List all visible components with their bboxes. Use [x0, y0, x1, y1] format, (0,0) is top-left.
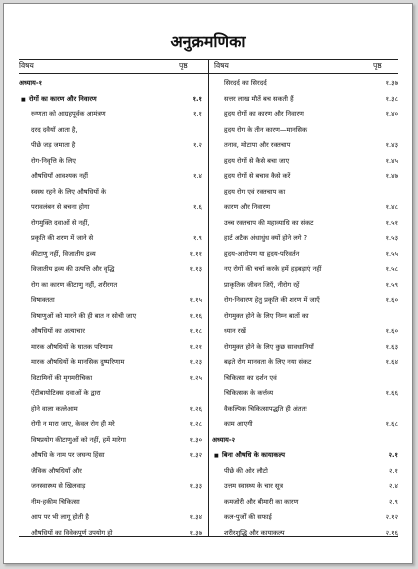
toc-entry-page: १.३४ — [189, 513, 202, 521]
toc-entry-page: १.५८ — [385, 265, 398, 273]
toc-entry-page: १.६४ — [385, 358, 398, 366]
toc-entry-text: नीम-हकीम चिकित्सा — [31, 497, 80, 506]
toc-entry-text: काम आएगी — [224, 420, 253, 428]
toc-entry-text: बिना औषधि के कायाकल्प — [222, 451, 286, 459]
toc-entry-text: औषधियों का अत्याचार — [31, 327, 85, 335]
toc-entry-page: १.३३ — [189, 482, 202, 490]
toc-entry-text: स्वस्थ रहने के लिए औषधियों के — [31, 187, 107, 196]
toc-entry — [212, 450, 398, 461]
toc-entry-page: १.५१ — [385, 218, 398, 227]
toc-entry-text: मारक औषधियों के मानसिक दुष्परिणाम — [31, 358, 125, 366]
toc-entry-text: अध्याय-१ — [19, 79, 43, 87]
toc-entry — [19, 497, 202, 508]
toc-entry-text: रुग्णता को आग्रहपूर्वक आमंत्रण — [31, 110, 106, 118]
toc-entry — [19, 218, 202, 229]
toc-entry — [212, 342, 398, 353]
toc-entry-title — [212, 218, 314, 229]
bullet-icon: ■ — [21, 96, 26, 103]
toc-entry — [212, 187, 398, 198]
toc-entry-title — [19, 94, 97, 106]
toc-entry-title — [19, 497, 80, 508]
toc-entry-text: कल-पुर्जों की सफाई — [224, 513, 272, 521]
toc-entry-page: १.२८ — [189, 420, 202, 428]
toc-entry-page: १.४८ — [385, 203, 398, 211]
toc-entry-title — [19, 373, 92, 384]
toc-entry-title — [212, 264, 321, 275]
toc-entry-title — [212, 156, 289, 167]
toc-entry-page: २.९ — [389, 497, 398, 506]
toc-entry-page: १.४० — [385, 110, 398, 118]
toc-entry-page: २.१२ — [385, 513, 398, 521]
toc-entry — [212, 497, 398, 508]
toc-entry-page: २.१ — [389, 466, 398, 475]
toc-entry-title — [212, 528, 285, 539]
toc-entry-text: सिरदर्द का सिरदर्द — [224, 79, 267, 87]
toc-entry-text: कारण और निवारण — [224, 203, 271, 211]
toc-entry-title — [19, 311, 136, 322]
toc-entry-text: दरद दवैयाँ आता है, — [31, 125, 78, 134]
toc-entry-text: रोगी न मारा जाए, केवल रोग ही मरे — [31, 420, 115, 428]
toc-entry — [212, 171, 398, 182]
toc-entry-title — [19, 435, 126, 446]
toc-entry-title — [212, 311, 309, 322]
toc-entry-title — [212, 280, 299, 291]
toc-entry-text: शरीरशुद्धि और कायाकल्प — [224, 528, 285, 537]
toc-entry — [19, 466, 202, 477]
toc-entry — [212, 512, 398, 523]
toc-entry-text: ऐंटीबायोटिक्स दवाओं के द्वारा — [31, 389, 101, 397]
toc-entry — [212, 264, 398, 275]
toc-entry-title — [19, 342, 113, 353]
toc-entry — [212, 326, 398, 337]
toc-entry-title — [212, 342, 314, 353]
toc-entry-text: विषाणुओं को मारने की ही बात न सोची जाए — [31, 311, 137, 320]
toc-entry-text: औषधियाँ आवश्यक नहीं — [31, 172, 89, 180]
right-subject-header: विषय — [214, 61, 229, 70]
toc-entry-text: होने वाला कत्लेआम — [31, 404, 78, 413]
toc-entry — [212, 388, 398, 399]
toc-entry-page: १.४७ — [385, 172, 398, 180]
toc-entry-text: बढ़ते रोग मानवता के लिए नया संकट — [224, 358, 312, 366]
toc-entry — [212, 249, 398, 260]
toc-entry-title — [19, 218, 89, 229]
toc-entry-page: १.६८ — [385, 420, 398, 428]
toc-entry-page: १.५९ — [385, 280, 398, 289]
toc-entry — [212, 466, 398, 477]
toc-entry-text: रोगमुक्ति दवाओं से नहीं, — [31, 218, 90, 227]
toc-entry-title — [212, 404, 307, 415]
toc-entry — [212, 233, 398, 244]
toc-entry-text: मारक औषधियों के घातक परिणाम — [31, 342, 113, 351]
toc-entry — [19, 233, 202, 244]
toc-entry — [19, 202, 202, 213]
right-page-header: पृष्ठ — [373, 61, 382, 70]
toc-entry — [19, 140, 202, 151]
toc-entry-text: जैविक औषधियाँ और — [31, 466, 82, 475]
toc-entry — [19, 342, 202, 353]
toc-entry-title — [19, 466, 82, 477]
toc-entry-title — [19, 249, 96, 260]
toc-entry — [212, 404, 398, 415]
toc-entry-title — [19, 388, 101, 399]
toc-entry — [212, 481, 398, 492]
toc-entry-text: विटामिनों की मृगमरीचिका — [31, 373, 93, 382]
toc-entry-title — [19, 156, 76, 167]
toc-entry-page: १.२१ — [189, 342, 202, 351]
toc-entry-page: १.२ — [193, 141, 202, 149]
toc-entry-text: ध्यान रखें — [224, 327, 246, 335]
toc-entry-page: १.५५ — [385, 249, 398, 258]
toc-entry-page: १.१ — [193, 110, 202, 118]
toc-entry-text: रोग का कारण कीटाणु नहीं, शरीरगत — [31, 280, 118, 289]
toc-entry — [19, 481, 202, 492]
toc-entry-text: हार्ट अटैक अंधाधुंध क्यों होने लगे ? — [224, 234, 308, 242]
toc-entry-title — [212, 373, 277, 384]
toc-entry-title — [19, 326, 85, 337]
toc-entry — [19, 326, 202, 337]
toc-entry-text: रोगमुक्त होने के लिए कुछ सावधानियाँ — [224, 342, 314, 351]
toc-entry-page: १.५३ — [385, 234, 398, 242]
toc-entry-page: १.१५ — [189, 296, 202, 304]
toc-entry-text: रोग-निवारण हेतु प्रकृति की शरण में जाएँ — [224, 296, 320, 304]
toc-entry-page: १.१ — [192, 94, 202, 103]
toc-entry-title — [19, 202, 89, 213]
toc-entry-text: उत्तम स्वास्थ्य के चार सूत्र — [224, 482, 283, 490]
toc-entry — [212, 202, 398, 213]
toc-entry — [19, 450, 202, 461]
toc-entry-text: वैकल्पिक चिकित्सापद्धति ही अंततः — [224, 404, 307, 413]
toc-entry-text: रोगों का कारण और निवारण — [29, 94, 97, 103]
toc-entry — [212, 357, 398, 368]
toc-entry — [212, 156, 398, 167]
toc-entry-title — [19, 419, 115, 430]
document-page — [3, 3, 413, 564]
toc-entry — [212, 78, 398, 89]
toc-entry-page: १.१६ — [189, 311, 202, 320]
toc-entry-title — [212, 435, 235, 446]
toc-entry-title — [19, 512, 89, 523]
toc-entry — [19, 528, 202, 539]
toc-entry — [19, 264, 202, 275]
toc-entry — [19, 311, 202, 322]
toc-entry — [19, 187, 202, 198]
toc-entry-page: २.१ — [388, 451, 398, 459]
toc-entry-text: परावलंबन से बचना होगा — [31, 203, 90, 211]
toc-entry-title — [19, 109, 106, 120]
toc-entry — [212, 125, 398, 136]
toc-entry-page: १.४५ — [385, 156, 398, 165]
toc-entry-text: प्रकृति की शरण में जाने से — [31, 234, 94, 242]
left-page-header: पृष्ठ — [179, 61, 188, 70]
toc-entry-text: पीछे की ओर लौटो — [224, 466, 268, 475]
toc-entry-text: हृदय रोगों से बचाव कैसे करें — [224, 172, 291, 180]
toc-entry — [19, 156, 202, 167]
toc-entry-title — [19, 357, 124, 368]
toc-entry-text: हृदय रोग एवं रक्तचाप का — [224, 187, 286, 196]
toc-entry — [19, 419, 202, 430]
toc-entry — [19, 357, 202, 368]
toc-entry-page: १.११ — [189, 249, 202, 258]
toc-entry-title — [212, 512, 272, 523]
toc-entry-title — [212, 419, 253, 430]
toc-entry-page: १.२५ — [189, 373, 202, 382]
toc-entry-title — [212, 202, 270, 213]
toc-entry-title — [19, 78, 42, 89]
toc-entry-text: जनस्वास्थ्य से खिलवाड़ — [31, 482, 86, 490]
toc-entry-text: कीटाणु नहीं, विजातीय द्रव्य — [31, 249, 96, 258]
toc-entry — [19, 249, 202, 260]
toc-entry — [19, 404, 202, 415]
toc-entry — [212, 435, 398, 446]
toc-entry-page: १.६० — [385, 327, 398, 335]
toc-entry-title — [19, 450, 105, 461]
toc-entry-page: १.६६ — [385, 389, 398, 397]
toc-entry-text: औषधियों का विवेकपूर्ण उपयोग हो — [31, 528, 113, 537]
toc-entry-page: १.९ — [193, 234, 202, 242]
toc-entry-title — [19, 295, 55, 306]
toc-entry-title — [212, 94, 294, 105]
toc-entry-text: नए रोगों की चर्चा करके हमें हड़बड़ाएं नहीं — [224, 265, 322, 273]
left-subject-header: विषय — [19, 61, 34, 70]
toc-entry-title — [212, 466, 268, 477]
toc-entry-page: १.४ — [193, 172, 202, 180]
toc-entry-page: १.६३ — [385, 342, 398, 351]
toc-entry-text: आप पर भी लागू होती है — [31, 513, 89, 521]
toc-entry-page: १.६ — [193, 203, 202, 211]
toc-entry-text: प्राकृतिक जीवन जिएँ, नीरोग रहें — [224, 280, 300, 289]
toc-entry — [212, 218, 398, 229]
toc-entry — [19, 78, 202, 89]
toc-entry-title — [212, 140, 290, 151]
toc-entry — [212, 94, 398, 105]
toc-entry-title — [19, 280, 117, 291]
toc-entry-text: विषप्रयोग कीटाणुओं को नहीं, हमें मारेगा — [31, 435, 126, 444]
toc-entry-page: १.३२ — [189, 451, 202, 459]
toc-entry-page: १.३७ — [189, 528, 202, 537]
toc-entry — [212, 311, 398, 322]
toc-entry — [212, 109, 398, 120]
toc-entry-title — [19, 404, 78, 415]
toc-entry-title — [19, 264, 114, 275]
toc-entry-title — [19, 125, 78, 136]
toc-entry-text: हृदय रोगों का कारण और निवारण — [224, 110, 304, 118]
toc-entry-page: २.१६ — [385, 528, 398, 537]
toc-entry-text: रोगमुक्त होने के लिए निम्न बातों का — [224, 311, 309, 320]
toc-entry-title — [212, 249, 299, 260]
toc-entry-page: १.१८ — [189, 327, 202, 335]
toc-entry-text: चिकित्सक के कर्त्तव्य — [224, 389, 274, 397]
toc-entry — [19, 435, 202, 446]
toc-entry-title — [212, 357, 311, 368]
toc-entry-text: हृदय रोग के तीन कारण—मानसिक — [224, 125, 308, 134]
toc-entry-page: १.३० — [189, 435, 202, 444]
toc-entry-page: १.६० — [385, 296, 398, 304]
toc-entry-title — [19, 140, 75, 151]
toc-entry-title — [212, 497, 298, 508]
toc-entry — [212, 528, 398, 539]
toc-entry — [19, 109, 202, 120]
toc-entry-text: हृदय-आरोपण या हृदय-परिवर्तन — [224, 249, 300, 258]
toc-entry-title — [19, 171, 88, 182]
toc-entry-title — [212, 125, 307, 136]
toc-entry-page: १.२६ — [189, 404, 202, 413]
toc-entry-page: २.४ — [389, 482, 398, 490]
toc-entry — [19, 125, 202, 136]
toc-entry-title — [212, 233, 307, 244]
toc-entry-title — [212, 388, 273, 399]
toc-entry-title — [212, 295, 320, 306]
toc-entry — [19, 280, 202, 291]
toc-entry-title — [19, 187, 106, 198]
page-title: अनुक्रमणिका — [170, 32, 246, 51]
toc-entry — [19, 94, 202, 105]
toc-entry-title — [212, 450, 285, 462]
toc-entry-title — [19, 528, 112, 539]
toc-entry-page: १.३८ — [385, 94, 398, 103]
toc-entry-page: १.२३ — [189, 358, 202, 366]
toc-entry-page: १.३७ — [385, 79, 398, 87]
toc-entry-text: पीछे जड़ जमाता है — [31, 141, 76, 149]
toc-entry-text: सत्तर लाख मौतें बच सकती हैं — [224, 94, 294, 103]
toc-entry — [19, 373, 202, 384]
toc-entry-title — [19, 481, 85, 492]
toc-entry-text: अध्याय-२ — [212, 435, 236, 444]
toc-entry — [19, 295, 202, 306]
toc-entry — [212, 295, 398, 306]
toc-entry-title — [212, 171, 290, 182]
toc-entry-page: १.४३ — [385, 141, 398, 149]
toc-entry-title — [212, 187, 285, 198]
toc-entry — [19, 388, 202, 399]
toc-entry-title — [19, 233, 93, 244]
toc-entry-title — [212, 78, 267, 89]
toc-entry — [212, 280, 398, 291]
toc-entry-text: रोग-निवृत्ति के लिए — [31, 156, 76, 165]
bullet-icon: ■ — [214, 453, 219, 459]
toc-entry-text: हृदय रोगों से कैसे बचा जाए — [224, 156, 290, 165]
toc-entry-title — [212, 481, 283, 492]
toc-entry — [212, 140, 398, 151]
toc-entry-text: विषाक्तता — [31, 296, 55, 304]
toc-entry — [19, 512, 202, 523]
toc-entry-page: १.१३ — [189, 265, 202, 273]
toc-entry — [19, 171, 202, 182]
toc-entry-text: विजातीय द्रव्य की उत्पत्ति और वृद्धि — [31, 265, 115, 273]
toc-entry-title — [212, 109, 304, 120]
toc-entry-text: औषधि के नाम पर जघन्य हिंसा — [31, 451, 105, 459]
toc-entry-text: चिकित्सा का दर्शन एवं — [224, 373, 277, 382]
toc-entry — [212, 373, 398, 384]
toc-entry-text: तनाव, मोटापा और रक्तचाप — [224, 141, 291, 149]
toc-entry-text: उच्च रक्तचाप की महाव्याधि का संकट — [224, 218, 314, 227]
toc-entry-title — [212, 326, 246, 337]
toc-entry-text: कमजोरी और बीमारी का कारण — [224, 497, 299, 506]
toc-entry — [212, 419, 398, 430]
column-divider — [208, 59, 209, 536]
